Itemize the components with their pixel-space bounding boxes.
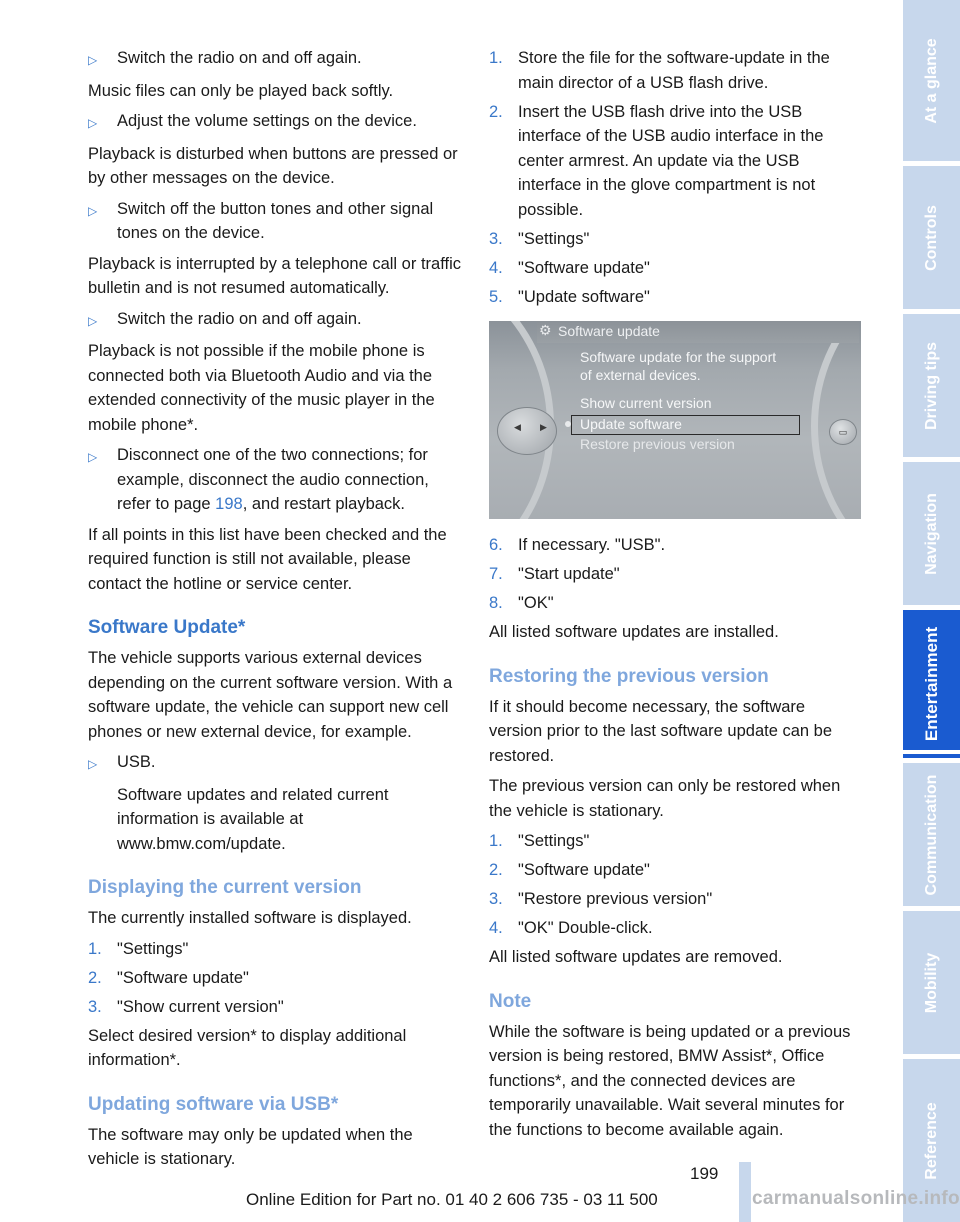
bullet-text: Adjust the volume settings on the device.: [117, 112, 417, 130]
right-column: [489, 46, 862, 1148]
list-text: "Software update": [518, 258, 650, 277]
active-tab-underline: [903, 750, 960, 754]
paragraph: Playback is not possible if the mobile phone is connected both via Bluetooth Audio and via the extended connectivity of the music player in the mobile phone*.: [88, 342, 435, 434]
tab-driving-tips[interactable]: [903, 314, 960, 457]
list-item: [88, 995, 462, 1020]
tab-label: Entertainment: [921, 626, 941, 742]
bullet-arrow-icon: ▷: [88, 313, 98, 328]
list-item: [489, 227, 862, 252]
list-number: 8.: [489, 594, 503, 612]
paragraph: The software may only be updated when the vehicle is stationary.: [88, 1125, 413, 1168]
list-item: [88, 937, 462, 962]
list-number: 3.: [489, 890, 503, 908]
paragraph: The vehicle supports various external devices depending on the current software version. With a software update, the vehicle can support new cell phones or new external device, for example.: [88, 649, 453, 741]
bullet-text-post: , and restart playback.: [242, 495, 406, 513]
menu-option-show-current-version[interactable]: Show current version: [580, 395, 712, 411]
list-item: [489, 285, 862, 310]
list-item: [489, 591, 862, 616]
bullet-text: Switch the radio on and off again.: [117, 49, 362, 67]
bullet-item: [88, 750, 462, 777]
paragraph: Playback is disturbed when buttons are pressed or by other messages on the device.: [88, 144, 458, 187]
list-number: 4.: [489, 919, 503, 937]
list-text: "Settings": [117, 939, 189, 958]
tab-navigation[interactable]: [903, 462, 960, 605]
list-number: 1.: [489, 832, 503, 850]
bullet-arrow-icon: ▷: [88, 203, 98, 218]
list-number: 2.: [88, 968, 102, 987]
paragraph: Select desired version* to display additional information*.: [88, 1026, 407, 1069]
paragraph: The previous version can only be restored when the vehicle is stationary.: [489, 777, 841, 820]
subsection-heading: Restoring the previous version: [489, 665, 769, 687]
numbered-list: [88, 937, 462, 1020]
bullet-item: [88, 46, 462, 73]
tab-label: Controls: [922, 204, 940, 271]
menu-option-update-software[interactable]: Update software: [580, 416, 682, 432]
list-number: 7.: [489, 565, 503, 583]
paragraph: Music files can only be played back softly.: [88, 81, 394, 100]
tab-at-a-glance[interactable]: [903, 0, 960, 161]
list-number: 2.: [489, 861, 503, 879]
list-text: "Restore previous version": [518, 890, 713, 908]
list-text: "Start update": [518, 565, 620, 583]
bullet-arrow-icon: ▷: [88, 116, 98, 130]
tab-label: Reference: [922, 1101, 940, 1180]
list-text: "Software update": [518, 861, 650, 879]
numbered-list: [489, 46, 862, 309]
tab-controls[interactable]: [903, 166, 960, 309]
paragraph: Playback is interrupted by a telephone call or traffic bulletin and is not resumed automatically.: [88, 254, 461, 297]
list-text: "OK" Double-click.: [518, 919, 653, 937]
screen-info-line: Software update for the support: [580, 349, 777, 365]
bullet-text: [117, 443, 462, 517]
list-text: "Update software": [518, 287, 650, 306]
numbered-list: [489, 533, 862, 616]
options-button-icon[interactable]: ▭: [829, 419, 857, 445]
page-reference-link[interactable]: 198: [215, 495, 243, 513]
list-number: 4.: [489, 258, 503, 277]
tab-communication[interactable]: [903, 763, 960, 906]
list-number: 2.: [489, 102, 503, 121]
selection-dot-icon: [565, 421, 571, 427]
list-text: "Show current version": [117, 997, 284, 1016]
tab-label: At a glance: [922, 37, 940, 124]
list-text: "Software update": [117, 968, 249, 987]
list-item: [489, 829, 862, 854]
bullet-arrow-icon: ▷: [88, 757, 98, 771]
list-item: [489, 916, 862, 941]
controller-knob[interactable]: [497, 407, 557, 455]
footer-edition-text: Online Edition for Part no. 01 40 2 606 735 - 03 11 500: [246, 1190, 658, 1209]
bullet-item: [88, 443, 462, 517]
tab-label: Communication: [922, 774, 940, 895]
screen-info-line: of external devices.: [580, 367, 701, 383]
tab-label: Mobility: [922, 952, 940, 1013]
list-number: 3.: [88, 997, 102, 1016]
paragraph: All listed software updates are installed.: [489, 623, 779, 641]
paragraph: If all points in this list have been checked and the required function is still not available, please contact the hotline or service center.: [88, 525, 447, 593]
bullet-subtext: Software updates and related current information is available at www.bmw.com/update.: [117, 785, 389, 853]
page-number: 199: [690, 1164, 719, 1183]
menu-option-restore-previous-version[interactable]: Restore previous version: [580, 436, 735, 452]
bullet-item: [88, 307, 462, 334]
idrive-screenshot: [489, 321, 861, 519]
bullet-arrow-icon: ▷: [88, 53, 98, 67]
subsection-heading: Note: [489, 990, 532, 1012]
bullet-text-pre: Disconnect one of the two connections; for example, disconnect the audio connection, refer to page: [117, 446, 429, 513]
arrow-right-icon: ▶: [540, 422, 547, 432]
list-text: "OK": [518, 594, 554, 612]
list-text: "Settings": [518, 832, 590, 850]
page-number-bar: [739, 1162, 751, 1222]
bullet-arrow-icon: ▷: [88, 450, 98, 464]
tab-label: Navigation: [922, 492, 940, 575]
tab-mobility[interactable]: [903, 911, 960, 1054]
bullet-text: Switch the radio on and off again.: [117, 309, 362, 328]
subsection-heading: Displaying the current version: [88, 877, 362, 898]
list-item: [489, 887, 862, 912]
bullet-item: [88, 109, 462, 136]
list-item: [88, 966, 462, 991]
left-column: [88, 46, 462, 1178]
tab-label: Driving tips: [922, 341, 940, 430]
list-item: [489, 256, 862, 281]
settings-gear-icon: ⚙: [539, 322, 552, 338]
list-item: [489, 533, 862, 558]
arrow-left-icon: ◀: [514, 422, 521, 432]
subsection-heading: Updating software via USB*: [88, 1093, 339, 1115]
bullet-text: USB.: [117, 753, 156, 771]
paragraph: The currently installed software is displayed.: [88, 909, 412, 927]
list-item: [489, 858, 862, 883]
list-text: Insert the USB flash drive into the USB interface of the USB audio interface in the center armrest. An update via the USB interface in the glove compartment is not possible.: [518, 102, 824, 219]
screen-title: Software update: [558, 323, 660, 339]
list-number: 3.: [489, 229, 503, 248]
list-number: 5.: [489, 287, 503, 306]
section-heading: Software Update*: [88, 617, 246, 638]
list-item: [489, 100, 862, 223]
numbered-list: [489, 829, 862, 941]
list-text: If necessary. "USB".: [518, 536, 666, 554]
list-number: 1.: [88, 939, 102, 958]
list-item: [489, 562, 862, 587]
list-number: 6.: [489, 536, 503, 554]
list-text: "Settings": [518, 229, 590, 248]
chapter-sidebar: [903, 0, 960, 1222]
list-text: Store the file for the software-update in the main director of a USB flash drive.: [518, 49, 830, 92]
bullet-item: [88, 197, 462, 246]
paragraph: If it should become necessary, the software version prior to the last software update can be restored.: [489, 697, 833, 765]
paragraph: All listed software updates are removed.: [489, 948, 783, 966]
list-item: [489, 46, 862, 95]
watermark: carmanualsonline.info: [752, 1188, 960, 1209]
list-number: 1.: [489, 49, 503, 67]
bullet-text: Switch off the button tones and other signal tones on the device.: [117, 199, 434, 242]
paragraph: While the software is being updated or a previous version is being restored, BMW Assist*, Office functions*, and the connected devices are temporarily unavailable. Wait several minutes for the functions to become available again.: [489, 1022, 851, 1139]
tab-entertainment[interactable]: [903, 610, 960, 758]
